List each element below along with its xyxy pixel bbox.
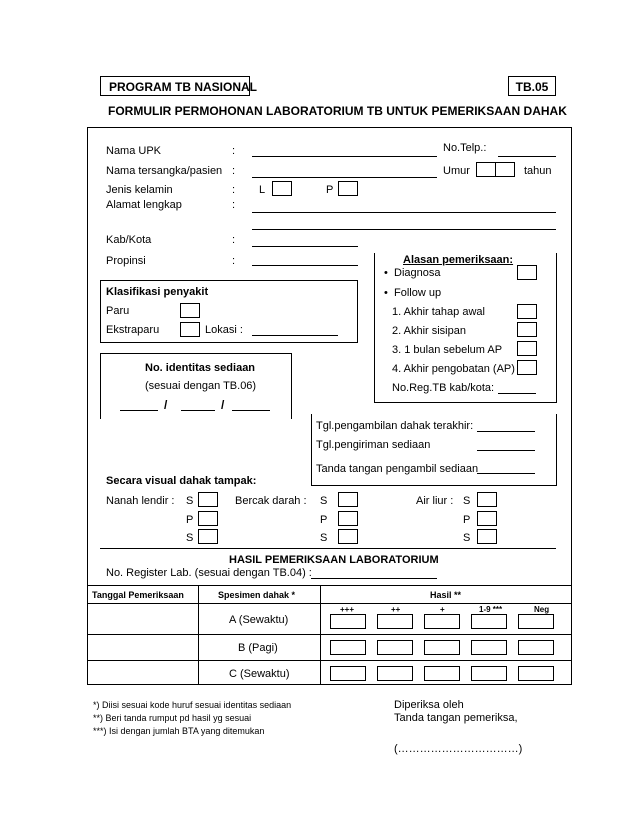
nanah-s-checkbox[interactable]	[198, 492, 218, 507]
alasan-checkbox-4[interactable]	[517, 360, 537, 375]
signature-line[interactable]: (……………………………)	[394, 743, 523, 755]
diagnosa-label: Diagnosa	[394, 267, 441, 279]
nama-upk-field[interactable]	[252, 156, 437, 157]
bercak-s-checkbox[interactable]	[338, 492, 358, 507]
hasil-box-a-2[interactable]	[377, 614, 413, 629]
colon: :	[232, 165, 236, 177]
hasil-title: HASIL PEMERIKSAAN LABORATORIUM	[229, 554, 439, 566]
nanah-p-checkbox[interactable]	[198, 511, 218, 526]
sediaan-field-3[interactable]	[232, 410, 270, 411]
alasan-checkbox-3[interactable]	[517, 341, 537, 356]
nanah-s2-checkbox[interactable]	[198, 529, 218, 544]
sex-p-checkbox[interactable]	[338, 181, 358, 196]
bercak-p-label: P	[320, 514, 328, 526]
no-register-field[interactable]	[311, 578, 437, 579]
hasil-box-b-5[interactable]	[518, 640, 554, 655]
colon: :	[232, 199, 236, 211]
grade-label: 1-9 ***	[479, 605, 503, 614]
propinsi-label: Propinsi	[106, 255, 146, 267]
ekstraparu-label: Ekstraparu	[106, 324, 160, 336]
diperiksa-label: Diperiksa oleh	[394, 699, 464, 711]
alasan-title: Alasan pemeriksaan:	[403, 254, 514, 266]
hasil-box-b-3[interactable]	[424, 640, 460, 655]
no-reg-label: No.Reg.TB kab/kota:	[392, 382, 495, 394]
air-liur-s-checkbox[interactable]	[477, 492, 497, 507]
hasil-box-a-1[interactable]	[330, 614, 366, 629]
ekstraparu-checkbox[interactable]	[180, 322, 200, 337]
col-hasil: Hasil **	[430, 590, 462, 600]
paru-checkbox[interactable]	[180, 303, 200, 318]
nanah-s-label: S	[186, 495, 194, 507]
hasil-box-c-4[interactable]	[471, 666, 507, 681]
umur-label: Umur	[443, 165, 470, 177]
alasan-checkbox-2[interactable]	[517, 322, 537, 337]
tgl-kirim-field[interactable]	[477, 450, 535, 451]
hasil-box-c-5[interactable]	[518, 666, 554, 681]
nama-pasien-field[interactable]	[252, 177, 437, 178]
hasil-box-c-3[interactable]	[424, 666, 460, 681]
hasil-box-b-2[interactable]	[377, 640, 413, 655]
ttd-pengambil-field[interactable]	[477, 473, 535, 474]
sex-l-label: L	[259, 184, 266, 196]
hasil-box-b-1[interactable]	[330, 640, 366, 655]
kab-kota-label: Kab/Kota	[106, 234, 152, 246]
alamat-label: Alamat lengkap	[106, 199, 182, 211]
bercak-p-checkbox[interactable]	[338, 511, 358, 526]
bullet: •	[384, 267, 388, 279]
hasil-box-b-4[interactable]	[471, 640, 507, 655]
slash: /	[221, 398, 225, 412]
footer-note-2: **) Beri tanda rumput pd hasil yg sesuai	[93, 713, 252, 723]
air-liur-s-label: S	[463, 495, 471, 507]
jenis-kelamin-label: Jenis kelamin	[106, 184, 173, 196]
alamat-field-1[interactable]	[252, 212, 556, 213]
alasan-item-4: 4. Akhir pengobatan (AP)	[392, 363, 515, 375]
nanah-s2-label: S	[186, 532, 194, 544]
no-telp-label: No.Telp.:	[443, 142, 487, 154]
tgl-kirim-label: Tgl.pengiriman sediaan	[316, 439, 431, 451]
alamat-field-2[interactable]	[252, 229, 556, 230]
alasan-item-3: 3. 1 bulan sebelum AP	[392, 344, 503, 356]
divider	[100, 548, 556, 549]
spesimen-row-b: B (Pagi)	[238, 642, 278, 654]
hasil-box-c-2[interactable]	[377, 666, 413, 681]
alasan-item-2: 2. Akhir sisipan	[392, 325, 466, 337]
form-title: FORMULIR PERMOHONAN LABORATORIUM TB UNTUK PEMERIKSAAN DAHAK	[108, 104, 567, 118]
table-row-line	[87, 660, 572, 661]
col-tanggal: Tanggal Pemeriksaan	[92, 590, 184, 600]
umur-box-1[interactable]	[476, 162, 496, 177]
propinsi-field[interactable]	[252, 265, 358, 266]
hasil-box-a-5[interactable]	[518, 614, 554, 629]
colon: :	[232, 255, 236, 267]
table-header-bottom	[87, 603, 572, 604]
klasifikasi-title: Klasifikasi penyakit	[106, 286, 209, 298]
colon: :	[232, 234, 236, 246]
col-spesimen: Spesimen dahak *	[218, 590, 296, 600]
hasil-box-a-4[interactable]	[471, 614, 507, 629]
diagnosa-checkbox[interactable]	[517, 265, 537, 280]
form-code: TB.05	[508, 76, 556, 96]
grade-label: +	[440, 605, 445, 614]
bercak-s2-checkbox[interactable]	[338, 529, 358, 544]
sediaan-subtitle: (sesuai dengan TB.06)	[145, 380, 257, 392]
no-reg-field[interactable]	[498, 393, 536, 394]
air-liur-label: Air liur :	[416, 495, 454, 507]
no-telp-field[interactable]	[498, 156, 556, 157]
air-liur-p-label: P	[463, 514, 471, 526]
visual-title: Secara visual dahak tampak:	[106, 475, 257, 487]
tahun-label: tahun	[524, 165, 552, 177]
lokasi-label: Lokasi :	[205, 324, 243, 336]
air-liur-s2-label: S	[463, 532, 471, 544]
footer-note-3: ***) Isi dengan jumlah BTA yang ditemukan	[93, 726, 265, 736]
table-row-line	[87, 634, 572, 635]
ttd-pemeriksa-label: Tanda tangan pemeriksa,	[394, 712, 518, 724]
sediaan-field-1[interactable]	[120, 410, 158, 411]
sex-p-label: P	[326, 184, 334, 196]
air-liur-s2-checkbox[interactable]	[477, 529, 497, 544]
slash: /	[164, 398, 168, 412]
colon: :	[232, 184, 236, 196]
alasan-item-1: 1. Akhir tahap awal	[392, 306, 485, 318]
alasan-checkbox-1[interactable]	[517, 304, 537, 319]
sex-l-checkbox[interactable]	[272, 181, 292, 196]
hasil-box-a-3[interactable]	[424, 614, 460, 629]
paru-label: Paru	[106, 305, 130, 317]
kab-kota-field[interactable]	[252, 246, 358, 247]
bercak-label: Bercak darah :	[235, 495, 307, 507]
ttd-pengambil-label: Tanda tangan pengambil sediaan	[316, 463, 479, 475]
nama-pasien-label: Nama tersangka/pasien	[106, 165, 223, 177]
spesimen-row-c: C (Sewaktu)	[229, 668, 290, 680]
grade-label: +++	[340, 605, 355, 614]
hasil-box-c-1[interactable]	[330, 666, 366, 681]
follow-up-label: Follow up	[394, 287, 442, 299]
colon: :	[232, 145, 236, 157]
tgl-ambil-label: Tgl.pengambilan dahak terakhir:	[316, 420, 474, 432]
umur-box-2[interactable]	[495, 162, 515, 177]
nanah-label: Nanah lendir :	[106, 495, 175, 507]
bullet: •	[384, 287, 388, 299]
sediaan-title: No. identitas sediaan	[145, 362, 256, 374]
table-top	[87, 585, 572, 586]
air-liur-p-checkbox[interactable]	[477, 511, 497, 526]
grade-label: Neg	[534, 605, 550, 614]
program-label: PROGRAM TB NASIONAL	[100, 76, 250, 96]
bercak-s2-label: S	[320, 532, 328, 544]
tgl-ambil-field[interactable]	[477, 431, 535, 432]
grade-label: ++	[391, 605, 401, 614]
nanah-p-label: P	[186, 514, 194, 526]
footer-note-1: *) Diisi sesuai kode huruf sesuai identitas sediaan	[93, 700, 292, 710]
table-col-line	[320, 586, 321, 685]
spesimen-row-a: A (Sewaktu)	[229, 614, 289, 626]
table-col-line	[198, 586, 199, 685]
bercak-s-label: S	[320, 495, 328, 507]
no-register-label: No. Register Lab. (sesuai dengan TB.04) :	[106, 567, 312, 579]
sediaan-field-2[interactable]	[181, 410, 215, 411]
nama-upk-label: Nama UPK	[106, 145, 162, 157]
lokasi-field[interactable]	[252, 335, 338, 336]
